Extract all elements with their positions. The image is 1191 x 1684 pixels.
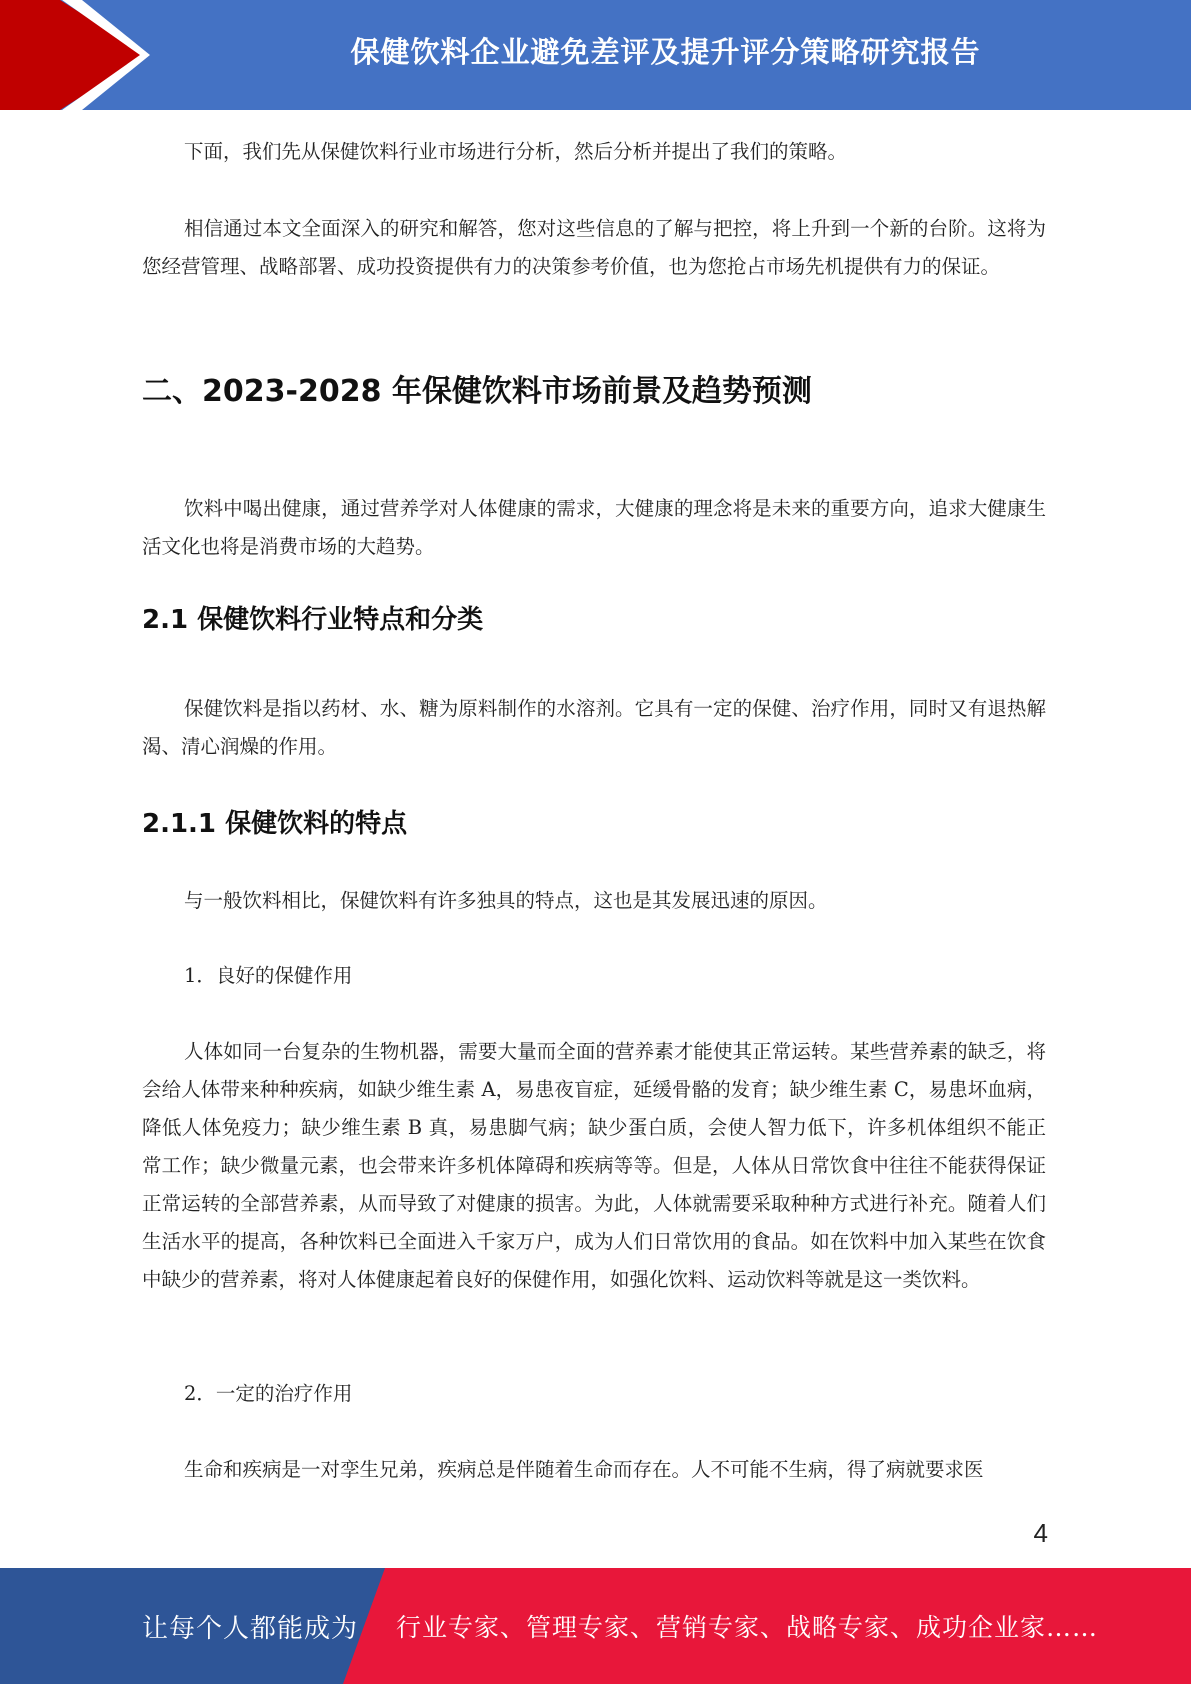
section-2-1-heading: 2.1 保健饮料行业特点和分类	[142, 605, 484, 635]
page-footer	[0, 1568, 1191, 1684]
section-2-1-paragraph: 保健饮料是指以药材、水、糖为原料制作的水溶剂。它具有一定的保健、治疗作用，同时又有退热解渴、清心润燥的作用。	[142, 697, 1046, 758]
report-title: 保健饮料企业避免差评及提升评分策略研究报告	[350, 34, 981, 69]
page-header	[0, 0, 1191, 110]
header-arrow-decoration	[0, 0, 160, 110]
footer-slogan-right: 行业专家、管理专家、营销专家、战略专家、成功企业家……	[396, 1613, 1099, 1642]
section-2-heading: 二、2023-2028 年保健饮料市场前景及趋势预测	[142, 374, 812, 409]
list-item-1-title: 1．良好的保健作用	[184, 964, 353, 987]
list-item-2-body: 生命和疾病是一对孪生兄弟，疾病总是伴随着生命而存在。人不可能不生病，得了病就要求医	[184, 1458, 984, 1481]
section-2-paragraph: 饮料中喝出健康，通过营养学对人体健康的需求，大健康的理念将是未来的重要方向，追求大健康生活文化也将是消费市场的大趋势。	[142, 497, 1046, 558]
section-2-1-1-heading: 2.1.1 保健饮料的特点	[142, 809, 408, 839]
list-item-1-body: 人体如同一台复杂的生物机器，需要大量而全面的营养素才能使其正常运转。某些营养素的缺乏，将会给人体带来种种疾病，如缺少维生素 A，易患夜盲症，延缓骨骼的发育；缺少维生素 C，易患坏血病，降低人体免疫力；缺少维生素 B 真，易患脚气病；缺少蛋白质，会使人智力低下，许多机体组织不能正常工作；缺少微量元素，也会带来许多机体障碍和疾病等等。但是，人体从日常饮食中往往不能获得保证正常运转的全部营养素，从而导致了对健康的损害。为此，人体就需要采取种种方式进行补充。随着人们生活水平的提高，各种饮料已全面进入千家万户，成为人们日常饮用的食品。如在饮料中加入某些在饮食中缺少的营养素，将对人体健康起着良好的保健作用，如强化饮料、运动饮料等就是这一类饮料。	[142, 1040, 1046, 1291]
intro-paragraph-1: 下面，我们先从保健饮料行业市场进行分析，然后分析并提出了我们的策略。	[184, 140, 848, 163]
page-number: 4	[1033, 1518, 1048, 1548]
list-item-2-title: 2．一定的治疗作用	[184, 1382, 353, 1405]
intro-paragraph-2: 相信通过本文全面深入的研究和解答，您对这些信息的了解与把控，将上升到一个新的台阶。这将为您经营管理、战略部署、成功投资提供有力的决策参考价值，也为您抢占市场先机提供有力的保证。	[142, 217, 1046, 278]
section-2-1-1-paragraph: 与一般饮料相比，保健饮料有许多独具的特点，这也是其发展迅速的原因。	[184, 889, 828, 912]
footer-slogan-left: 让每个人都能成为	[142, 1613, 359, 1644]
